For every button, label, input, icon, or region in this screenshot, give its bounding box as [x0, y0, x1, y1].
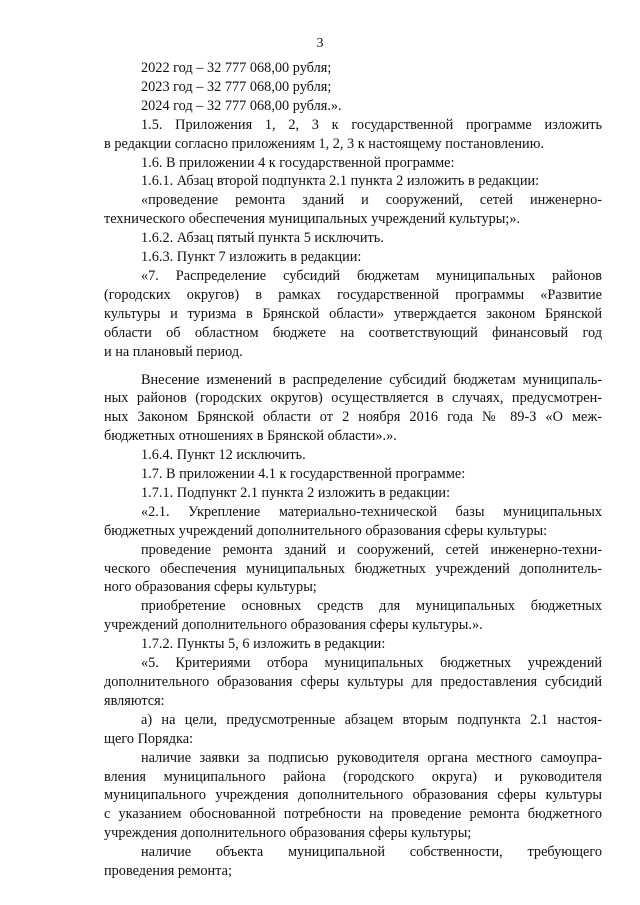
text-line: «2.1. Укрепление материально-технической базы муниципальных	[141, 503, 602, 520]
text-line: технического обеспечения муниципальных учреждений культуры;».	[104, 211, 521, 228]
text-line: 1.7.2. Пункты 5, 6 изложить в редакции:	[141, 636, 386, 653]
page-number: 3	[316, 36, 324, 51]
text-line: Внесение изменений в распределение субсидий бюджетам муниципаль-	[141, 371, 602, 388]
text-line: 1.7. В приложении 4.1 к государственной программе:	[141, 466, 466, 483]
text-line: ных Законом Брянской области от 2 ноября 2016 года № 89-З «О меж-	[104, 409, 602, 426]
text-line: и на плановый период.	[104, 343, 243, 360]
text-line: 1.5. Приложения 1, 2, 3 к государственной программе изложить	[141, 116, 602, 133]
text-line: 1.6. В приложении 4 к государственной программе:	[141, 154, 455, 171]
text-line: а) на цели, предусмотренные абзацем вторым подпункта 2.1 настоя-	[141, 711, 602, 728]
document-body	[104, 59, 602, 881]
text-line: 1.7.1. Подпункт 2.1 пункта 2 изложить в редакции:	[141, 484, 451, 501]
text-line: ческого обеспечения муниципальных бюджетных учреждений дополнитель-	[104, 560, 602, 577]
text-line: 1.6.2. Абзац пятый пункта 5 исключить.	[141, 230, 384, 247]
text-line: проведение ремонта зданий и сооружений, сетей инженерно-техни-	[141, 541, 602, 558]
text-line: «проведение ремонта зданий и сооружений, сетей инженерно-	[141, 192, 602, 209]
text-line: 2024 год – 32 777 068,00 рубля.».	[141, 97, 342, 114]
text-line: вления муниципального района (городского округа) и руководителя	[104, 768, 602, 785]
text-line: бюджетных учреждений дополнительного образования сферы культуры:	[104, 522, 548, 539]
text-line: ных районов (городских округов) осуществляется в случаях, предусмотрен-	[104, 390, 602, 407]
text-line: (городских округов) в рамках государственной программы «Развитие	[104, 286, 602, 303]
text-line: бюджетных отношениях в Брянской области».».	[104, 428, 397, 445]
text-line: наличие заявки за подписью руководителя органа местного самоупра-	[141, 749, 602, 766]
text-line: 1.6.1. Абзац второй подпункта 2.1 пункта 2 изложить в редакции:	[141, 173, 540, 190]
text-line: наличие объекта муниципальной собственности, требующего	[141, 844, 602, 861]
text-line: 1.6.3. Пункт 7 изложить в редакции:	[141, 249, 362, 266]
text-line: ного образования сферы культуры;	[104, 579, 317, 596]
text-line: «5. Критериями отбора муниципальных бюджетных учреждений	[141, 655, 602, 672]
text-line: являются:	[104, 692, 165, 709]
text-line: культуры и туризма в Брянской области» утверждается законом Брянской	[104, 305, 602, 322]
text-line: 1.6.4. Пункт 12 исключить.	[141, 447, 306, 464]
text-line: «7. Распределение субсидий бюджетам муниципальных районов	[141, 267, 602, 284]
text-line: области об областном бюджете на соответствующий финансовый год	[104, 324, 602, 341]
text-line: дополнительного образования сферы культуры для предоставления субсидий	[104, 674, 602, 690]
text-line: в редакции согласно приложениям 1, 2, 3 к настоящему постановлению.	[104, 135, 544, 152]
text-line: учреждения дополнительного образования сферы культуры;	[104, 825, 472, 842]
text-line: приобретение основных средств для муниципальных бюджетных	[141, 598, 602, 615]
text-line: учреждений дополнительного образования сферы культуры.».	[104, 617, 483, 634]
text-line: с указанием обоснованной потребности на проведение ремонта бюджетного	[104, 806, 602, 823]
text-line: щего Порядка:	[104, 730, 194, 747]
text-line: 2022 год – 32 777 068,00 рубля;	[141, 60, 332, 76]
text-line: 2023 год – 32 777 068,00 рубля;	[141, 78, 332, 95]
text-line: проведения ремонта;	[104, 863, 232, 880]
text-line: муниципального учреждения дополнительного образования сферы культуры	[104, 787, 602, 804]
